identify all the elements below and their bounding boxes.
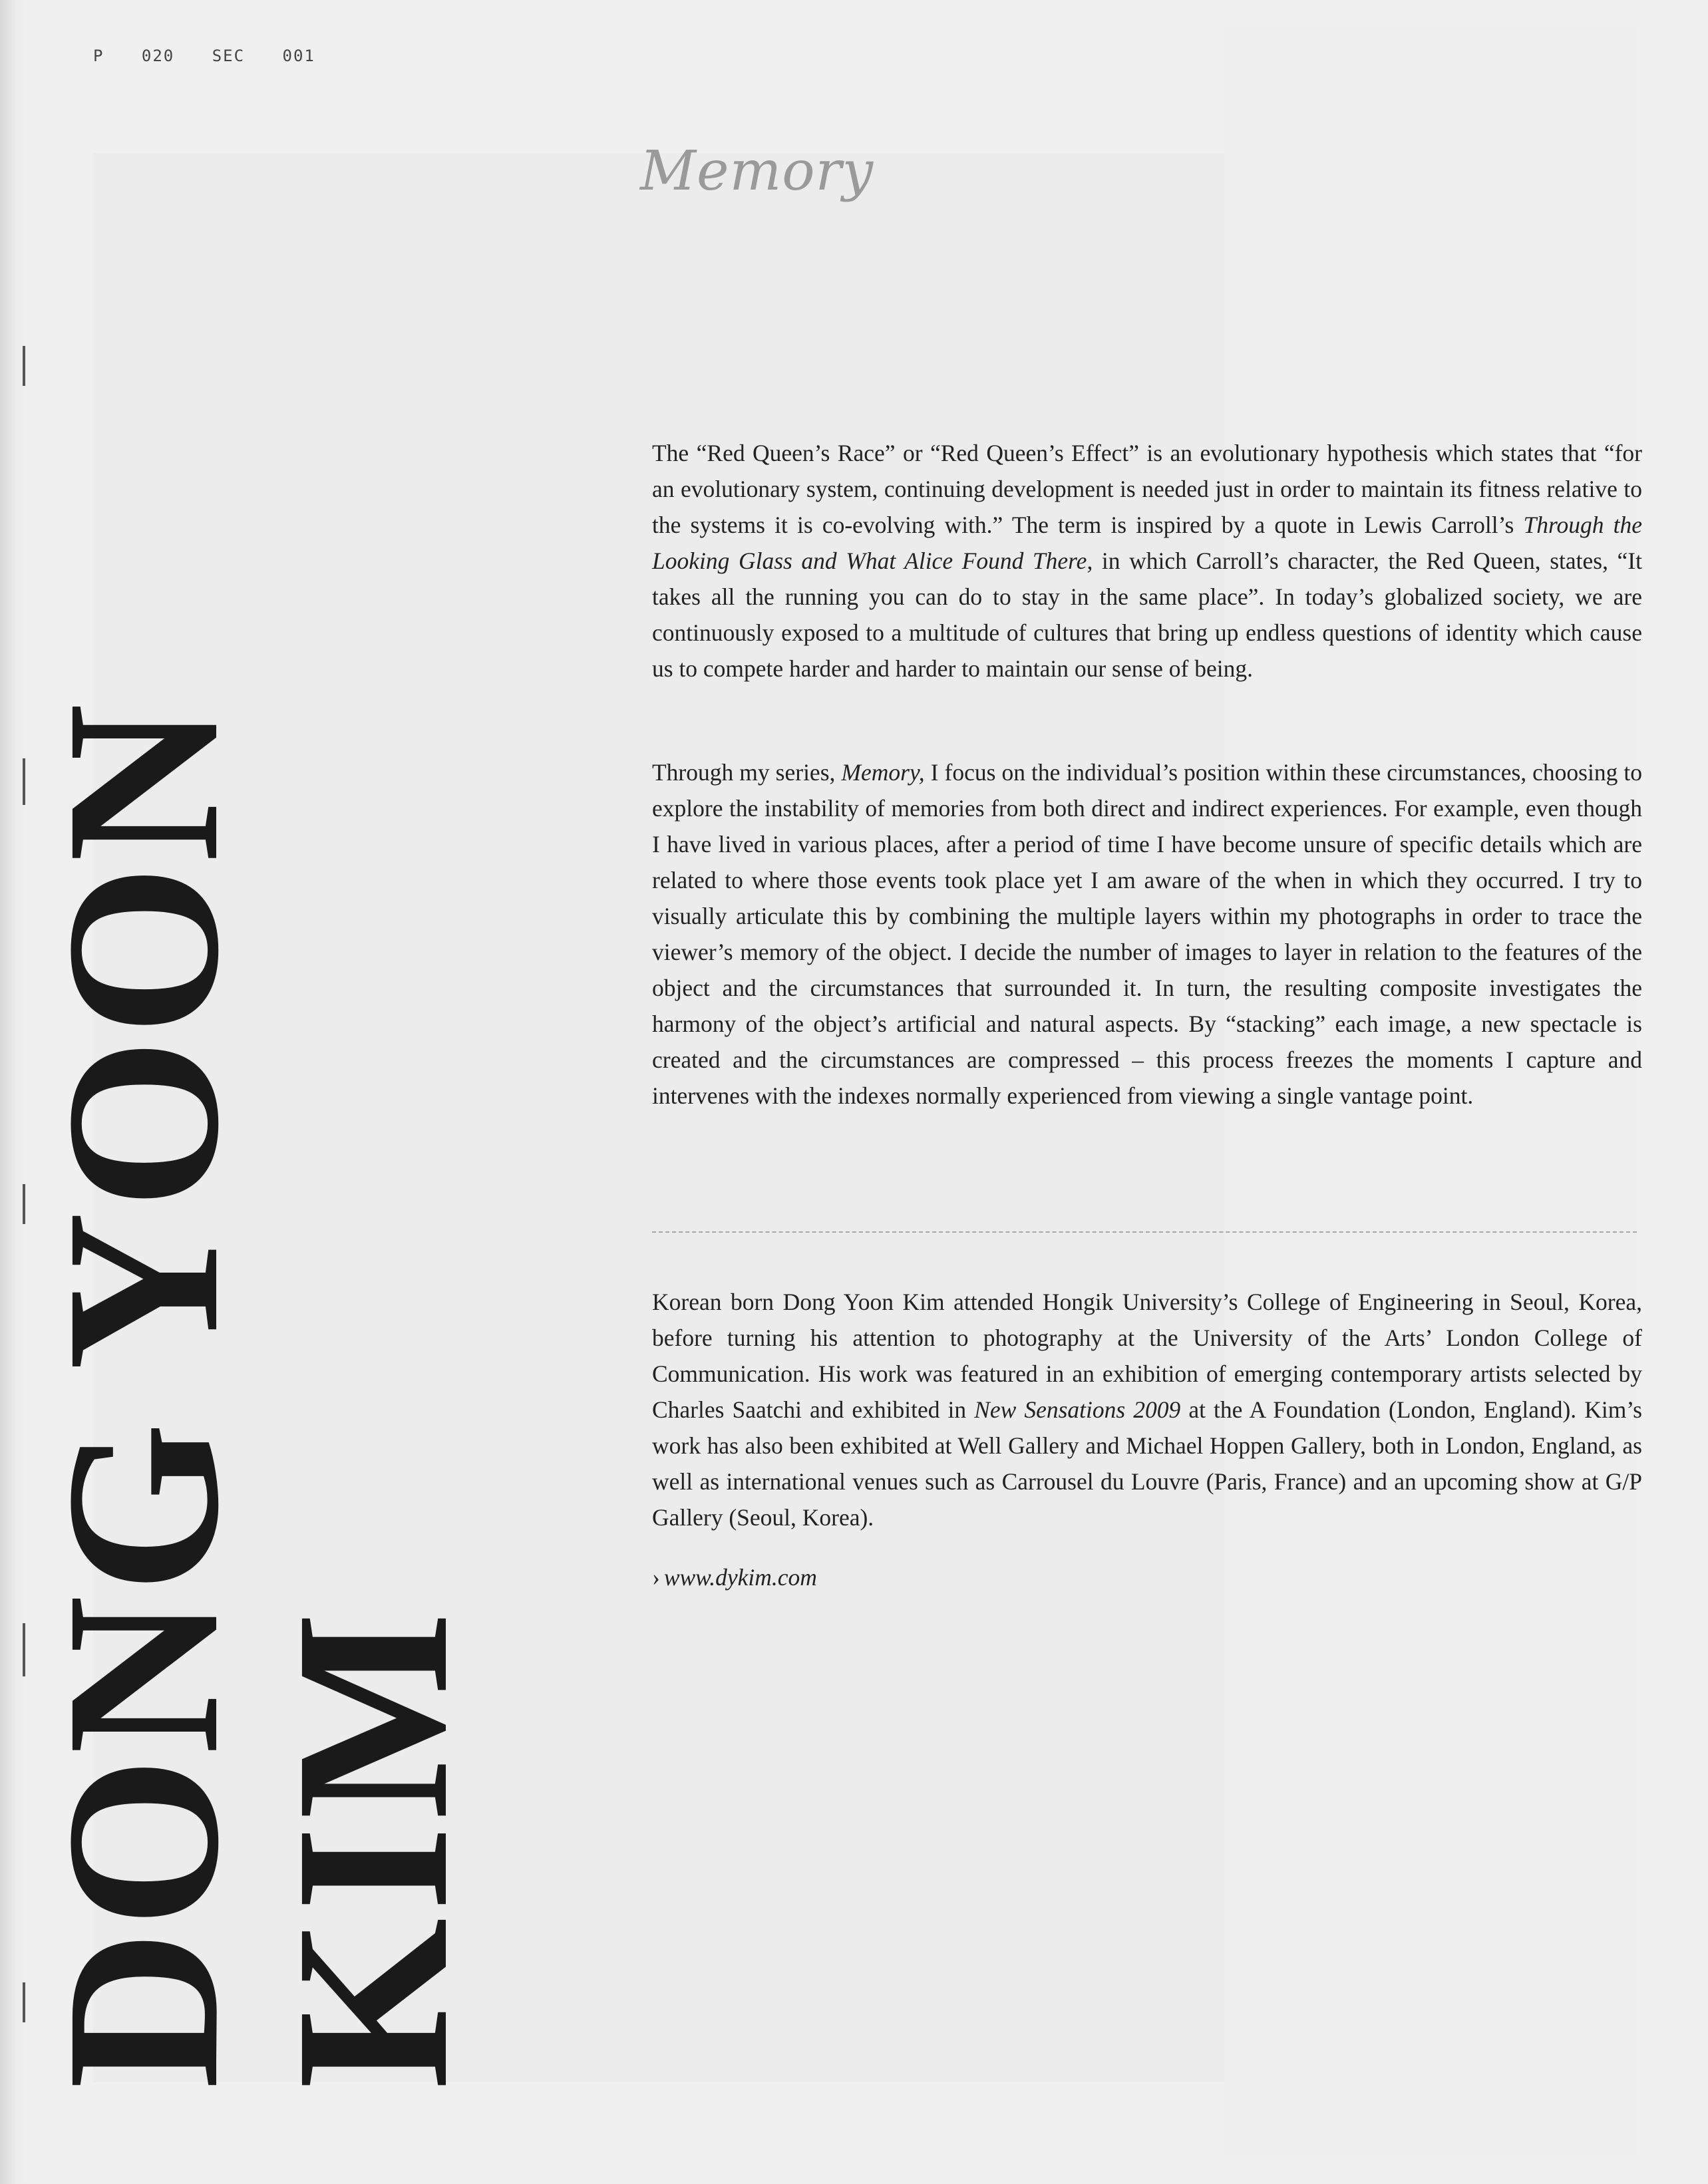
bio-text-start: Korean born Dong Yoon Kim attended Hongik University’s College of Engineering in Seoul, Korea, before turning his attention to photography at the University of the Arts’ London College of Communication. His work was featured in an exhibition of emerging contemporary artists selected by Charles Saatchi and exhibited in xyxy=(652,1289,1642,1423)
bio-text-end: at the A Foundation (London, England). Kim’s work has also been exhibited at Well Gallery and Michael Hoppen Gallery, both in London, England, as well as international venues such as Carrousel du Louvre (Paris, France) and an upcoming show at G/P Gallery (Seoul, Korea). xyxy=(652,1396,1642,1531)
section-divider xyxy=(652,1231,1637,1233)
website-url[interactable]: www.dykim.com xyxy=(663,1564,817,1591)
binding-mark xyxy=(23,346,25,386)
biography-paragraph xyxy=(652,1284,1642,1535)
intro-text-end: , in which Carroll’s character, the Red Queen, states, “It takes all the running you can do to stay in the same place”. In today’s globalized society, we are continuously exposed to a multitude of cultures that bring up endless questions of identity which cause us to compete harder and harder to maintain our sense of being. xyxy=(652,547,1642,682)
website-link[interactable] xyxy=(652,1563,817,1591)
page-marker-sec: SEC xyxy=(212,47,246,65)
chevron-right-icon: › xyxy=(652,1564,660,1591)
page-number: 020 xyxy=(141,47,175,65)
book-title: Through the Looking Glass and What Alice Found There xyxy=(652,512,1642,574)
page-marker-p: P xyxy=(93,47,104,65)
statement-text-start: Through my series, xyxy=(652,759,842,786)
page-marker xyxy=(93,47,342,65)
intro-paragraph xyxy=(652,435,1642,687)
intro-text-start: The “Red Queen’s Race” or “Red Queen’s Effect” is an evolutionary hypothesis which states that “for an evolutionary system, continuing development is needed just in order to maintain its fitness relative to the systems it is co-evolving with.” The term is inspired by a quote in Lewis Carroll’s xyxy=(652,440,1642,538)
series-title: Memory, xyxy=(841,759,925,786)
statement-text-end: I focus on the individual’s position within these circumstances, choosing to explore the instability of memories from both direct and indirect experiences. For example, even though I have lived in various places, after a period of time I have become unsure of specific details which are related to where those events took place yet I am aware of the when in which they occurred. I try to visually articulate this by combining the multiple layers within my photographs in order to trace the viewer’s memory of the object. I decide the number of images to layer in relation to the features of the object and the circumstances that surrounded it. In turn, the resulting composite investigates the harmony of the object’s artificial and natural aspects. By “stacking” each image, a new spectacle is created and the circumstances are compressed – this process freezes the moments I capture and intervenes with the indexes normally experienced from viewing a single vantage point. xyxy=(652,759,1643,1109)
section-title: Memory xyxy=(640,140,874,203)
memory-statement-paragraph xyxy=(652,754,1642,1114)
exhibition-title: New Sensations 2009 xyxy=(974,1396,1181,1423)
section-number: 001 xyxy=(282,47,315,65)
